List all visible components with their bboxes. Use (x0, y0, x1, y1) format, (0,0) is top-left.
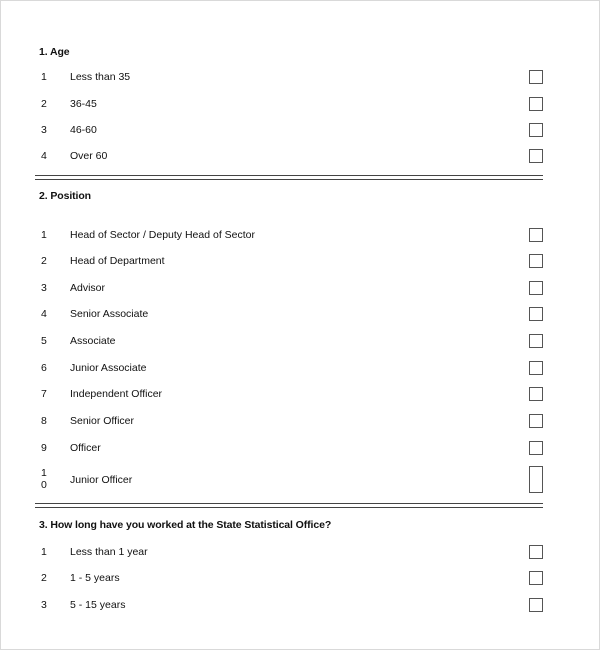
option-label: 46-60 (70, 124, 97, 136)
option-checkbox[interactable] (529, 149, 543, 163)
option-label: Head of Department (70, 255, 165, 267)
option-row (1, 334, 600, 350)
option-row (1, 70, 600, 86)
option-row (1, 123, 600, 139)
option-label: Over 60 (70, 150, 108, 162)
option-number: 7 (41, 388, 47, 400)
option-number: 3 (41, 282, 47, 294)
option-checkbox[interactable] (529, 598, 543, 612)
option-label: Senior Associate (70, 308, 149, 320)
option-row (1, 387, 600, 403)
option-row (1, 545, 600, 561)
option-row (1, 254, 600, 270)
option-row (1, 467, 600, 491)
option-number: 9 (41, 442, 47, 454)
option-number: 1 (41, 71, 47, 83)
option-number: 6 (41, 362, 47, 374)
option-number-line2: 0 (41, 479, 47, 491)
option-row (1, 361, 600, 377)
option-number: 8 (41, 415, 47, 427)
option-label: Advisor (70, 282, 106, 294)
option-row (1, 307, 600, 323)
option-checkbox[interactable] (529, 571, 543, 585)
option-checkbox[interactable] (529, 387, 543, 401)
option-row (1, 441, 600, 457)
option-number: 3 (41, 124, 47, 136)
option-row (1, 281, 600, 297)
question-tenure-title: 3. How long have you worked at the State Statistical Office? (39, 519, 332, 531)
option-label: Junior Associate (70, 362, 147, 374)
option-number: 2 (41, 98, 47, 110)
section-divider (35, 503, 543, 508)
option-number: 2 (41, 572, 47, 584)
option-label: 1 - 5 years (70, 572, 120, 584)
option-number (41, 467, 61, 491)
option-row (1, 598, 600, 614)
option-number: 3 (41, 599, 47, 611)
question-age-title: 1. Age (39, 46, 70, 58)
option-checkbox[interactable] (529, 441, 543, 455)
option-row (1, 571, 600, 587)
option-number: 4 (41, 308, 47, 320)
option-label: Associate (70, 335, 116, 347)
option-label: Senior Officer (70, 415, 134, 427)
option-checkbox[interactable] (529, 254, 543, 268)
option-checkbox[interactable] (529, 97, 543, 111)
option-row (1, 228, 600, 244)
option-checkbox[interactable] (529, 361, 543, 375)
option-checkbox[interactable] (529, 281, 543, 295)
option-number: 2 (41, 255, 47, 267)
option-number: 4 (41, 150, 47, 162)
option-checkbox[interactable] (529, 414, 543, 428)
option-row (1, 97, 600, 113)
option-checkbox[interactable] (529, 334, 543, 348)
option-checkbox[interactable] (529, 466, 543, 493)
option-checkbox[interactable] (529, 123, 543, 137)
option-row (1, 149, 600, 165)
option-checkbox[interactable] (529, 228, 543, 242)
question-position-title: 2. Position (39, 190, 91, 202)
option-label: Less than 35 (70, 71, 131, 83)
option-label: Head of Sector / Deputy Head of Sector (70, 229, 256, 241)
section-divider (35, 175, 543, 180)
option-label: Less than 1 year (70, 546, 148, 558)
option-row (1, 414, 600, 430)
option-label: Officer (70, 442, 101, 454)
option-number: 1 (41, 546, 47, 558)
option-checkbox[interactable] (529, 307, 543, 321)
option-checkbox[interactable] (529, 545, 543, 559)
option-number-line1: 1 (41, 467, 47, 479)
option-label: 5 - 15 years (70, 599, 126, 611)
option-number: 1 (41, 229, 47, 241)
option-label: Independent Officer (70, 388, 163, 400)
option-label: Junior Officer (70, 474, 133, 486)
option-number: 5 (41, 335, 47, 347)
option-checkbox[interactable] (529, 70, 543, 84)
option-label: 36-45 (70, 98, 97, 110)
